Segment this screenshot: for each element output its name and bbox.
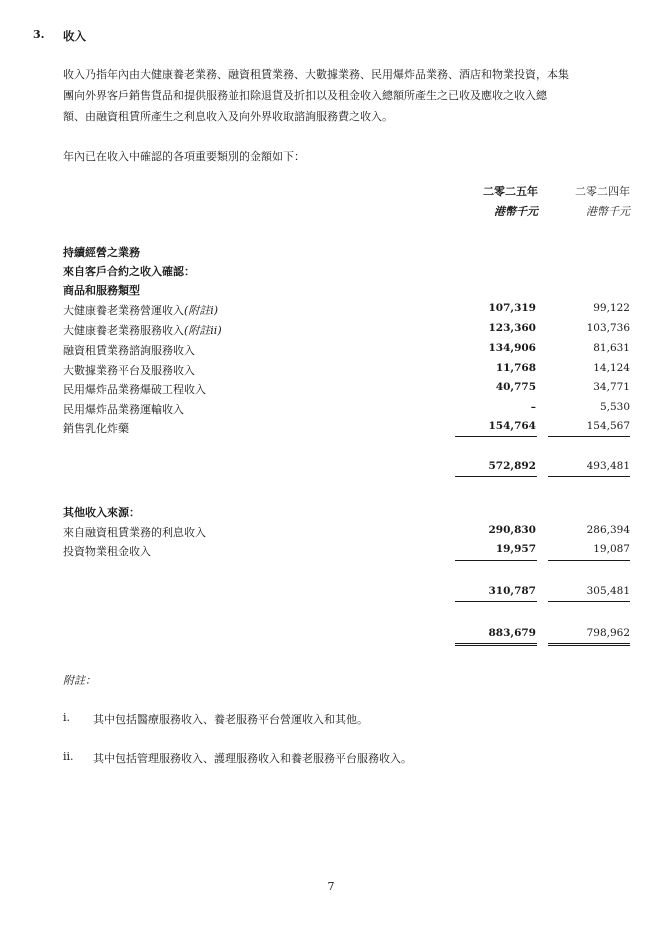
column-unit-current: 港幣千元 [494,205,538,218]
subtotal-rule [548,560,630,561]
table-cell-current: 107,319 [488,302,536,314]
table-cell-prior: 81,631 [593,342,630,354]
table-cell-prior: 103,736 [586,322,630,334]
subtotal-contract-prior: 493,481 [586,460,630,472]
table-cell-current: 11,768 [495,362,536,374]
table-cell-current: – [530,401,536,413]
column-header-current-year: 二零二五年 [483,185,538,198]
table-intro: 年內已在收入中確認的各項重要類別的金額如下： [63,150,305,163]
table-row-label: 大數據業務平台及服務收入 [63,364,195,377]
subtotal-rule [455,476,537,477]
table-cell-current: 123,360 [488,322,536,334]
heading-contract-revenue: 來自客戶合約之收入確認： [63,265,195,278]
section-number: 3. [33,28,45,41]
table-cell-prior: 286,394 [586,524,630,536]
subtotal-other-current: 310,787 [488,585,536,597]
page-number: 7 [327,880,335,893]
row-label-text: 大健康養老業務營運收入 [63,304,184,317]
table-row-label: 銷售乳化炸藥 [63,422,129,435]
grand-total-prior: 798,962 [586,627,630,639]
subtotal-rule [548,436,630,437]
intro-line: 收入乃指年內由大健康養老業務、融資租賃業務、大數據業務、民用爆炸品業務、酒店和物業投資，本集 [63,68,569,81]
table-row-label: 來自融資租賃業務的利息收入 [63,526,206,539]
heading-other-sources: 其他收入來源： [63,506,140,519]
table-cell-prior: 34,771 [593,381,630,393]
table-cell-current: 154,764 [488,420,536,432]
subtotal-rule [548,476,630,477]
row-note-ref: (附註ii) [184,324,222,337]
row-note-ref: (附註i) [184,304,219,317]
section-title: 收入 [63,29,86,43]
notes-title: 附註： [63,674,96,687]
subtotal-rule [455,436,537,437]
intro-paragraph [63,64,635,127]
table-cell-current: 134,906 [488,342,536,354]
subtotal-contract-current: 572,892 [488,460,536,472]
grand-total-current: 883,679 [488,627,536,639]
table-cell-current: 290,830 [488,524,536,536]
column-header-prior-year: 二零二四年 [575,185,630,198]
table-cell-current: 19,957 [495,543,536,555]
table-cell-prior: 5,530 [599,401,630,413]
heading-goods-services: 商品和服務類型 [63,284,140,297]
table-row-label: 投資物業租金收入 [63,545,151,558]
table-row-label [63,322,222,338]
total-double-rule [548,643,630,646]
table-cell-current: 40,775 [495,381,536,393]
subtotal-rule [455,601,537,602]
table-row-label: 融資租賃業務諮詢服務收入 [63,344,195,357]
note-marker: i. [63,711,71,724]
table-cell-prior: 99,122 [593,302,630,314]
table-cell-prior: 19,087 [593,543,630,555]
intro-line: 團向外界客戶銷售貨品和提供服務並扣除退貨及折扣以及租金收入總額所產生之已收及應收之收入總 [63,89,547,102]
row-label-text: 大健康養老業務服務收入 [63,324,184,337]
subtotal-other-prior: 305,481 [586,585,630,597]
column-unit-prior: 港幣千元 [586,205,630,218]
note-marker: ii. [63,750,74,763]
table-cell-prior: 154,567 [586,420,630,432]
intro-line: 額、由融資租賃所產生之利息收入及向外界收取諮詢服務費之收入。 [63,110,393,123]
table-cell-prior: 14,124 [593,362,630,374]
table-row-label: 民用爆炸品業務運輸收入 [63,403,184,416]
total-double-rule [455,643,537,646]
table-row-label: 民用爆炸品業務爆破工程收入 [63,383,206,396]
heading-continuing-operations: 持續經營之業務 [63,246,140,259]
table-row-label [63,302,218,318]
subtotal-rule [455,560,537,561]
note-text: 其中包括醫療服務收入、養老服務平台營運收入和其他。 [93,713,368,726]
note-text: 其中包括管理服務收入、護理服務收入和養老服務平台服務收入。 [93,752,412,765]
subtotal-rule [548,601,630,602]
